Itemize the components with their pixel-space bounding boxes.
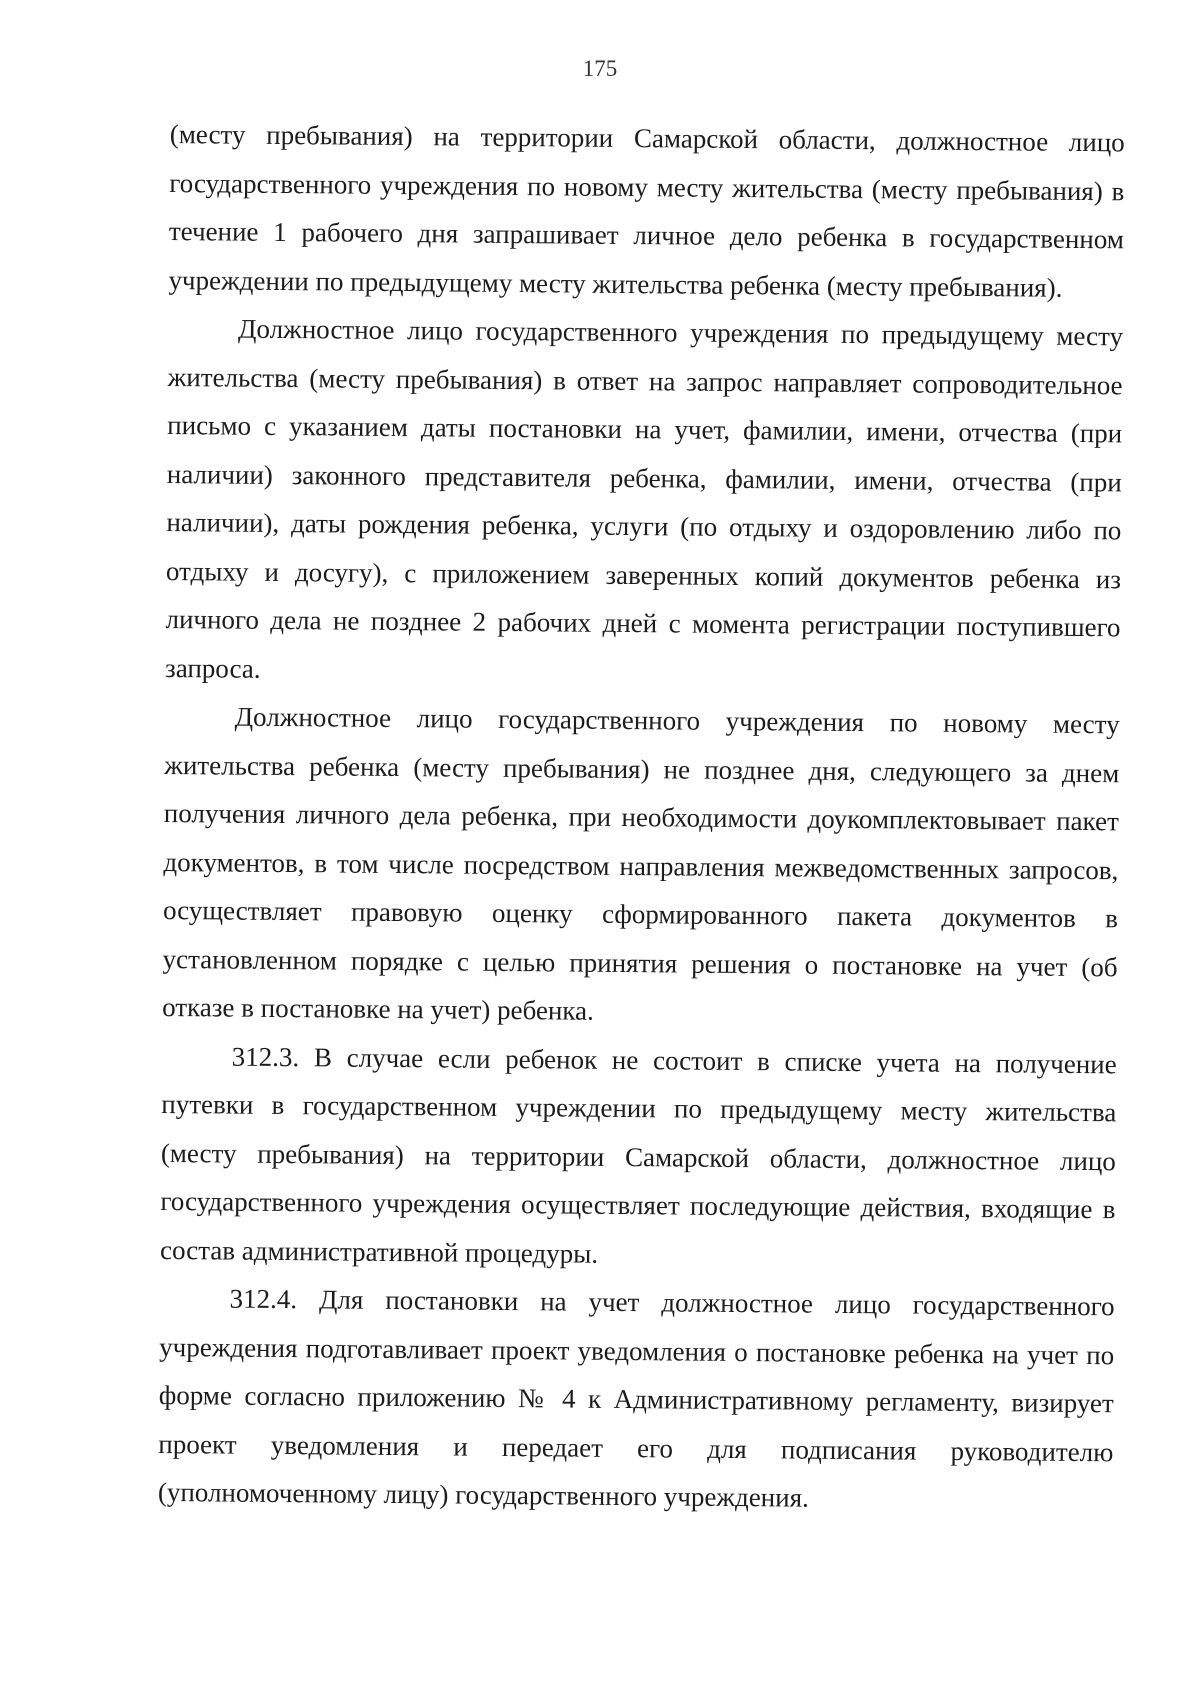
paragraph: 312.3. В случае если ребенок не состоит в списке учета на получение путевки в государственном учреждении по предыдущему месту жительства (месту пребывания) на территории Самарской области, должностное лицо государственного учреждения осуществляет последующие действия, входящие в состав административной процедуры.: [159, 1041, 1117, 1269]
paragraph: 312.4. Для постановки на учет должностное лицо государственного учреждения подготавливает проект уведомления о постановке ребенка на учет по форме согласно приложению № 4 к Административному регламенту, визирует проект уведомления и передает его для подписания руководителю (уполномоченному лицу) государственного учреждения.: [157, 1283, 1115, 1513]
paragraph: (месту пребывания) на территории Самарской области, должностное лицо государственного учреждения по новому месту жительства (месту пребывания) в течение 1 рабочего дня запрашивает личное дело ребенка в государственном учреждении по предыдущему месту жительства ребенка (месту пребывания).: [168, 118, 1125, 303]
page-number: 175: [582, 56, 618, 81]
paragraph: Должностное лицо государственного учреждения по новому месту жительства ребенка (месту пребывания) не позднее дня, следующего за днем получения личного дела ребенка, при необходимости доукомплектовывает пакет документов, в том числе посредством направления межведомственных запросов, осуществляет правовую оценку сформированного пакета документов в установленном порядке с целью принятия решения о постановке на учет (об отказе в постановке на учет) ребенка.: [162, 701, 1120, 1026]
paragraph: Должностное лицо государственного учреждения по предыдущему месту жительства (месту пребывания) в ответ на запрос направляет сопроводительное письмо с указанием даты постановки на учет, фамилии, имени, отчества (при наличии) законного представителя ребенка, фамилии, имени, отчества (при наличии), даты рождения ребенка, услуги (по отдыху и оздоровлению либо по отдыху и досугу), с приложением заверенных копий документов ребенка из личного дела не позднее 2 рабочих дней с момента регистрации поступившего запроса.: [165, 313, 1124, 684]
document-body: [158, 110, 1125, 1525]
